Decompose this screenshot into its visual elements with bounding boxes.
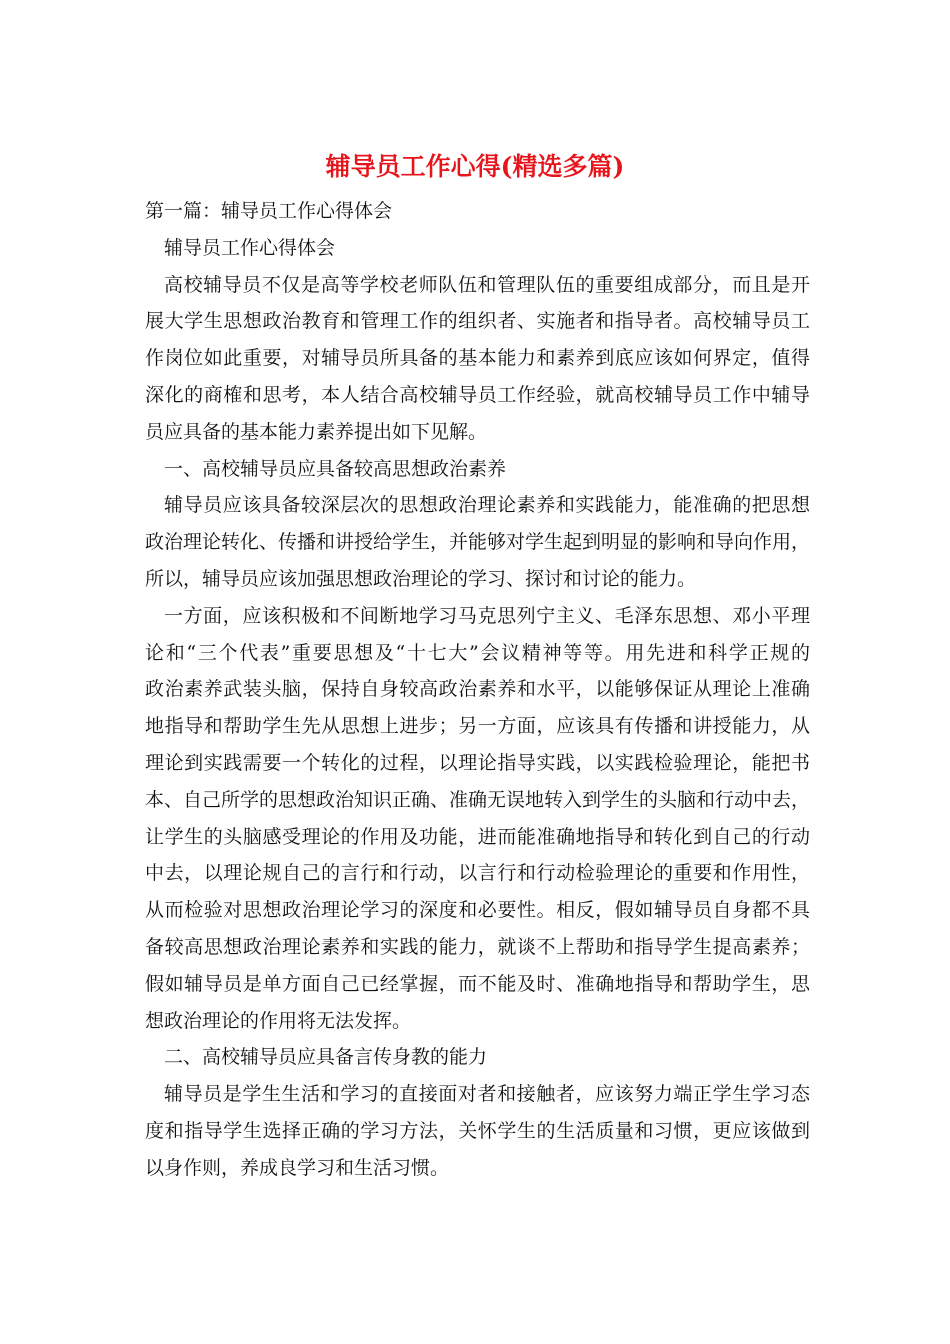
text-line: 想政治理论的作用将无法发挥。: [145, 1009, 412, 1032]
document-body: [145, 193, 810, 1187]
text-line: 理论到实践需要一个转化的过程，以理论指导实践，以实践检验理论，能把书: [145, 751, 810, 774]
text-line: 本、自己所学的思想政治知识正确、准确无误地转入到学生的头脑和行动中去，: [145, 788, 810, 811]
text-line: 辅导员工作心得体会: [164, 236, 336, 259]
text-line: 深化的商榷和思考，本人结合高校辅导员工作经验，就高校辅导员工作中辅导: [145, 383, 810, 406]
text-line: 第一篇：辅导员工作心得体会: [145, 200, 393, 222]
text-line: 政治素养武装头脑，保持自身较高政治素养和水平，以能够保证从理论上准确: [145, 678, 810, 701]
text-line: 一、高校辅导员应具备较高思想政治素养: [164, 457, 507, 480]
text-line: 政治理论转化、传播和讲授给学生，并能够对学生起到明显的影响和导向作用，: [145, 531, 810, 554]
text-line: 中去，以理论规自己的言行和行动，以言行和行动检验理论的重要和作用性，: [145, 862, 810, 885]
document-title: 辅导员工作心得(精选多篇): [325, 152, 625, 181]
text-line: 一方面，应该积极和不间断地学习马克思列宁主义、毛泽东思想、邓小平理: [164, 604, 810, 627]
text-line: 辅导员应该具备较深层次的思想政治理论素养和实践能力，能准确的把思想: [164, 494, 810, 517]
text-line: 二、高校辅导员应具备言传身教的能力: [164, 1046, 488, 1069]
text-line: 从而检验对思想政治理论学习的深度和必要性。相反，假如辅导员自身都不具: [145, 899, 810, 922]
text-line: 展大学生思想政治教育和管理工作的组织者、实施者和指导者。高校辅导员工: [145, 310, 810, 333]
text-line: 员应具备的基本能力素养提出如下见解。: [145, 420, 488, 443]
text-line: 地指导和帮助学生先从思想上进步；另一方面，应该具有传播和讲授能力，从: [145, 715, 810, 738]
text-line: 高校辅导员不仅是高等学校老师队伍和管理队伍的重要组成部分，而且是开: [164, 273, 810, 296]
text-line: 度和指导学生选择正确的学习方法，关怀学生的生活质量和习惯，更应该做到: [145, 1119, 810, 1142]
text-line: 让学生的头脑感受理论的作用及功能，进而能准确地指导和转化到自己的行动: [145, 825, 810, 848]
text-line: 作岗位如此重要，对辅导员所具备的基本能力和素养到底应该如何界定，值得: [145, 347, 810, 370]
text-line: 以身作则，养成良学习和生活习惯。: [145, 1156, 450, 1179]
text-line: 所以，辅导员应该加强思想政治理论的学习、探讨和讨论的能力。: [145, 567, 697, 590]
text-line: 备较高思想政治理论素养和实践的能力，就谈不上帮助和指导学生提高素养；: [145, 935, 810, 958]
text-line: 论和“三个代表”重要思想及“十七大”会议精神等等。用先进和科学正规的: [145, 641, 810, 664]
text-line: 辅导员是学生生活和学习的直接面对者和接触者，应该努力端正学生学习态: [164, 1083, 810, 1106]
text-line: 假如辅导员是单方面自己已经掌握，而不能及时、准确地指导和帮助学生，思: [145, 972, 810, 995]
